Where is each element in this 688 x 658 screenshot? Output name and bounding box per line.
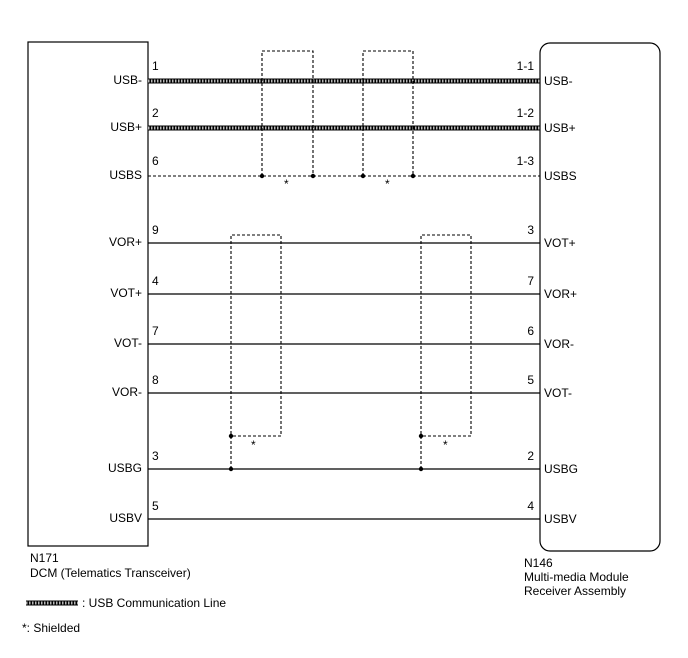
left-pin: 7 [152, 324, 159, 338]
right-pin: 1-1 [516, 59, 534, 73]
shield-mark: * [443, 438, 448, 452]
junction-dot [361, 174, 365, 178]
usb-shield-1 [262, 51, 313, 176]
shield-mark: * [284, 177, 289, 191]
left-signal-usbv: USBV [109, 511, 142, 525]
shield-mark: * [385, 177, 390, 191]
left-pin: 8 [152, 373, 159, 387]
junction-dot [260, 174, 264, 178]
right-pin: 1-2 [516, 106, 534, 120]
right-signal-vor-plus: VOR+ [544, 287, 578, 301]
left-pin: 5 [152, 499, 159, 513]
right-signal-usbg: USBG [544, 462, 579, 476]
left-pin: 3 [152, 449, 159, 463]
junction-dot [419, 467, 423, 471]
right-pin: 3 [527, 223, 534, 237]
left-pin: 1 [152, 59, 159, 73]
legend-shielded-label: *: Shielded [22, 621, 81, 635]
legend-usb-line-label: : USB Communication Line [82, 596, 227, 610]
left-pin: 4 [152, 274, 159, 288]
dcm-connector-name: DCM (Telematics Transceiver) [30, 566, 191, 580]
right-signal-usbs: USBS [544, 169, 577, 183]
left-pin: 9 [152, 223, 159, 237]
right-pin: 1-3 [516, 154, 534, 168]
left-signal-usb-minus: USB- [113, 73, 142, 87]
right-signal-usb-minus: USB- [544, 74, 573, 88]
junction-dots [229, 174, 423, 471]
usb-shield-2 [363, 51, 413, 176]
left-signal-usb-plus: USB+ [110, 120, 142, 134]
junction-dot [229, 467, 233, 471]
junction-dot [419, 434, 423, 438]
junction-dot [411, 174, 415, 178]
right-signal-vor-minus: VOR- [544, 337, 574, 351]
left-signal-vot-plus: VOT+ [110, 286, 142, 300]
legend [22, 596, 226, 635]
wires [148, 81, 540, 519]
left-signal-vor-minus: VOR- [112, 385, 142, 399]
right-signal-vot-minus: VOT- [544, 386, 573, 400]
left-signal-usbs: USBS [109, 168, 142, 182]
right-pin: 4 [527, 499, 534, 513]
dcm-connector-code: N171 [30, 551, 59, 565]
left-signal-vot-minus: VOT- [113, 336, 142, 350]
video-shield-2 [421, 235, 471, 469]
right-pin: 2 [527, 449, 534, 463]
left-pin: 2 [152, 106, 159, 120]
junction-dot [229, 434, 233, 438]
right-signal-usbv: USBV [544, 512, 577, 526]
right-pin: 7 [527, 274, 534, 288]
left-signal-vor-plus: VOR+ [108, 235, 142, 249]
right-signal-vot-plus: VOT+ [544, 236, 576, 250]
right-pin: 5 [527, 373, 534, 387]
video-shield-1 [231, 235, 281, 469]
shield-mark: * [251, 438, 256, 452]
left-pin: 6 [152, 154, 159, 168]
right-pin: 6 [527, 324, 534, 338]
left-signal-usbg: USBG [107, 461, 142, 475]
receiver-connector-code: N146 [524, 556, 553, 570]
right-signal-usb-plus: USB+ [544, 121, 576, 135]
receiver-connector-name-line1: Multi-media Module [524, 570, 629, 584]
receiver-connector-name-line2: Receiver Assembly [524, 584, 627, 598]
junction-dot [311, 174, 315, 178]
